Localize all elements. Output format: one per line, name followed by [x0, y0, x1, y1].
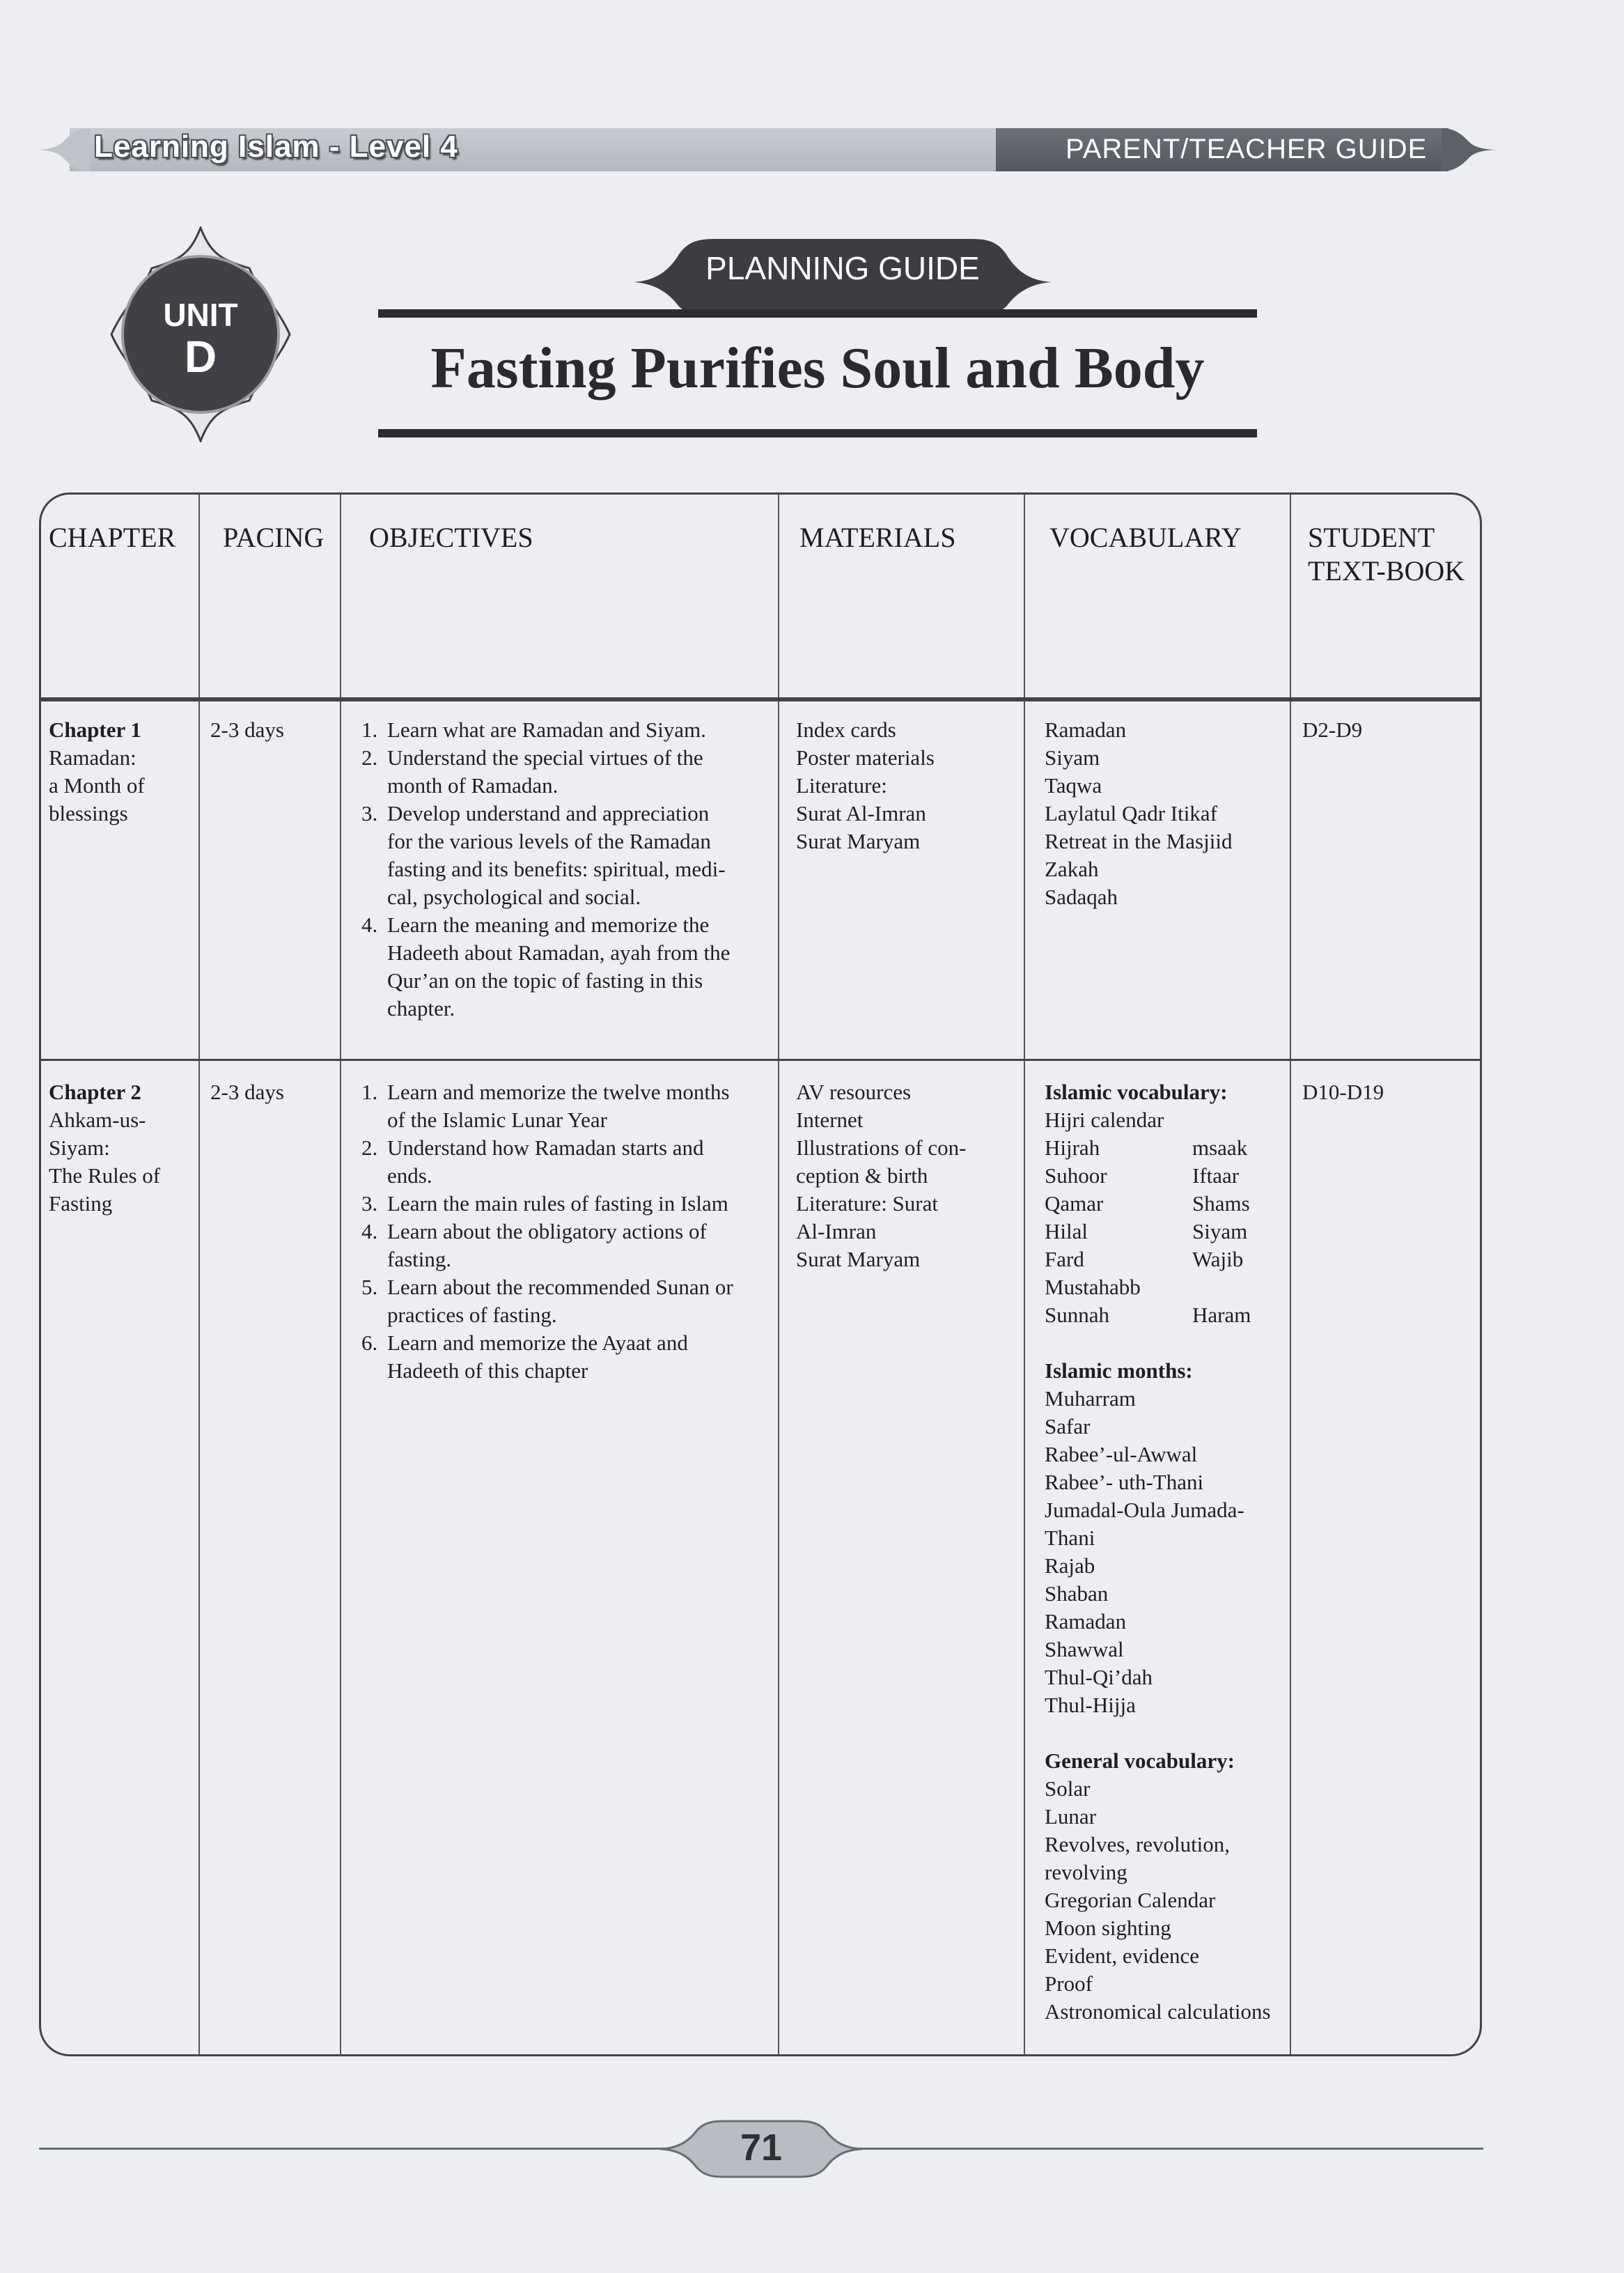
col-header-student-textbook: STUDENT TEXT-BOOK	[1308, 522, 1465, 587]
objective-item: 6. Learn and memorize the Ayaat and Hadeeth of this chapter	[383, 1329, 773, 1385]
table-row-2-materials: AV resources Internet Illustrations of con- ception & birth Literature: Surat Al-Imran Surat Maryam	[796, 1080, 967, 1271]
islamic-vocabulary-heading: Islamic vocabulary:	[1045, 1080, 1228, 1104]
footer-rule-right	[857, 2148, 1483, 2150]
table-row-1-chapter: Chapter 1 Ramadan: a Month of blessings	[49, 717, 145, 825]
table-row-1-materials: Index cards Poster materials Literature: Surat Al-Imran Surat Maryam	[796, 717, 935, 853]
header-row-divider	[40, 697, 1481, 701]
vocab-pair: Hijrah msaak	[1045, 1135, 1248, 1160]
title-rule-bottom	[378, 429, 1257, 437]
banner-right-cap-ornament	[1442, 118, 1504, 181]
objective-item: 1. Learn and memorize the twelve months of the Islamic Lunar Year	[383, 1078, 773, 1134]
column-divider	[1024, 495, 1025, 2055]
book-title: Learning Islam - Level 4	[94, 130, 458, 164]
column-divider	[1290, 495, 1291, 2055]
objective-item: 4. Learn about the obligatory actions of fasting.	[383, 1218, 773, 1273]
table-row-1-textbook: D2-D9	[1302, 717, 1363, 742]
col-header-vocabulary: VOCABULARY	[1049, 522, 1242, 553]
column-divider	[778, 495, 779, 2055]
table-row-2-objectives	[341, 1078, 773, 1385]
row-divider	[40, 1059, 1481, 1061]
vocab-pair: Fard Wajib	[1045, 1247, 1244, 1271]
page-title: Fasting Purifies Soul and Body	[430, 336, 1205, 401]
vocab-pair: Suhoor Iftaar	[1045, 1163, 1240, 1188]
vocab-pair: Mustahabb	[1045, 1275, 1141, 1299]
islamic-months-heading: Islamic months:	[1045, 1358, 1193, 1383]
footer-rule-left	[39, 2148, 666, 2150]
chapter-number: Chapter 2	[49, 1080, 141, 1104]
objective-item: 2. Understand the special virtues of the month of Ramadan.	[383, 744, 773, 800]
objective-item: 5. Learn about the recommended Sunan or practices of fasting.	[383, 1273, 773, 1329]
header-banner	[28, 118, 1490, 181]
objective-item: 4. Learn the meaning and memorize the Hadeeth about Ramadan, ayah from the Qur’an on the topic of fasting in this chapter.	[383, 911, 773, 1023]
table-row-2-vocabulary: Islamic vocabulary: Hijri calendar Hijrah msaak Suhoor Iftaar Qamar Shams Hilal Siyam Fard Wajib Mustahabb Sunnah Haram Islamic months: Muharram Safar Rabee’-ul-Awwal Rabee’- uth-Thani Jumadal-Oula Jumada- Thani Rajab Shaban Ramadan Shawwal Thul-Qi’dah Thul-Hijja General vocabulary: Solar Lunar Revolves, revolution, revolving Gregorian Calendar Moon sighting Evident, evidence Proof Astronomical calculations	[1045, 1078, 1285, 2026]
objective-item: 3. Learn the main rules of fasting in Islam	[383, 1190, 773, 1218]
col-header-objectives: OBJECTIVES	[369, 522, 533, 553]
objective-item: 1. Learn what are Ramadan and Siyam.	[383, 716, 773, 744]
objective-item: 2. Understand how Ramadan starts and ends.	[383, 1134, 773, 1190]
objective-item: 3. Develop understand and appreciation for the various levels of the Ramadan fasting and its benefits: spiritual, medi- cal, psychological and social.	[383, 800, 773, 911]
table-row-1-objectives	[341, 716, 773, 1023]
vocab-pair: Qamar Shams	[1045, 1191, 1250, 1216]
general-vocabulary-heading: General vocabulary:	[1045, 1748, 1235, 1773]
table-row-1-vocabulary: Ramadan Siyam Taqwa Laylatul Qadr Itikaf Retreat in the Masjiid Zakah Sadaqah	[1045, 717, 1233, 909]
title-rule-top	[378, 309, 1257, 318]
unit-letter: D	[184, 332, 217, 382]
column-divider	[198, 495, 200, 2055]
table-row-1-pacing: 2-3 days	[210, 717, 284, 742]
guide-label: PARENT/TEACHER GUIDE	[1065, 134, 1428, 164]
col-header-materials: MATERIALS	[799, 522, 956, 553]
chapter-number: Chapter 1	[49, 717, 141, 742]
vocab-pair: Hilal Siyam	[1045, 1219, 1248, 1243]
vocab-pair: Sunnah Haram	[1045, 1303, 1251, 1327]
page-number: 71	[740, 2127, 783, 2169]
table-row-2-textbook: D10-D19	[1302, 1080, 1384, 1104]
table-row-2-pacing: 2-3 days	[210, 1080, 284, 1104]
unit-label: UNIT	[163, 297, 238, 333]
unit-badge	[110, 226, 291, 442]
col-header-pacing: PACING	[223, 522, 325, 553]
table-row-2-chapter: Chapter 2 Ahkam-us- Siyam: The Rules of Fasting	[49, 1080, 161, 1216]
banner-left-cap-ornament	[28, 118, 91, 181]
col-header-chapter: CHAPTER	[49, 522, 176, 553]
planning-guide-label: PLANNING GUIDE	[705, 250, 980, 286]
